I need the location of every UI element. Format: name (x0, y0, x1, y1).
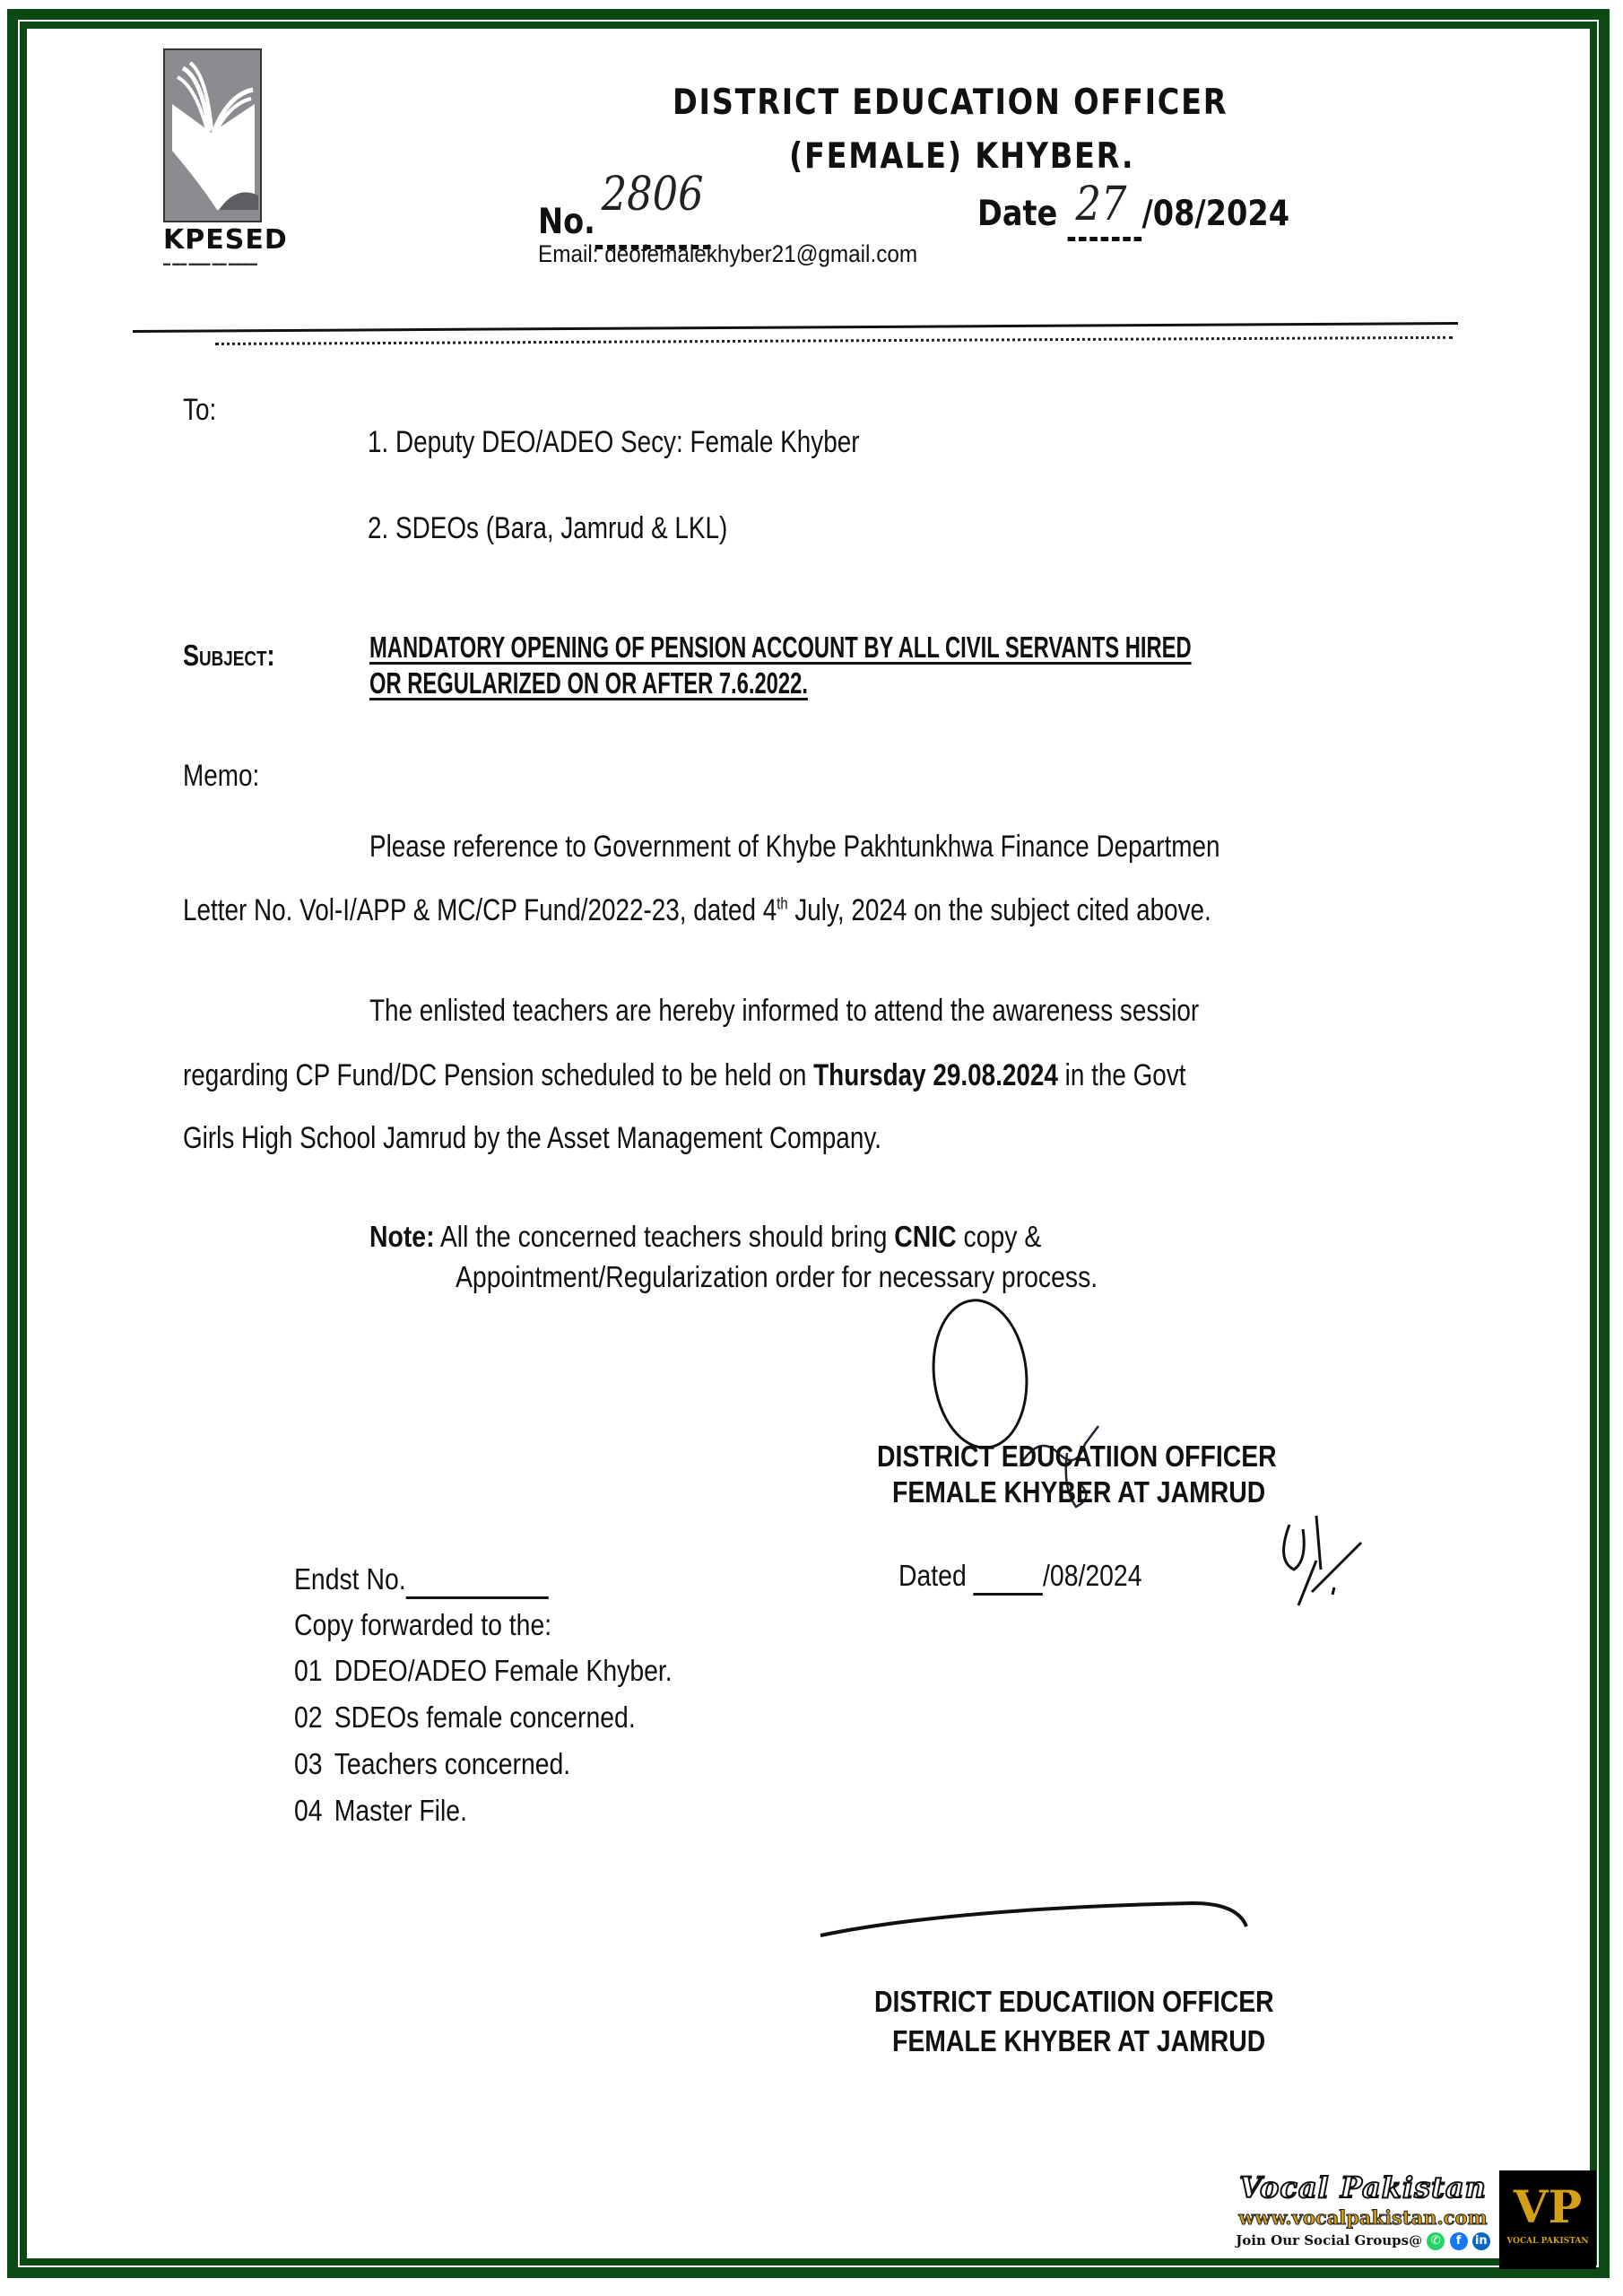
endorsement-date (898, 1559, 1142, 1596)
to-label: To: (183, 393, 217, 427)
letter-date (977, 178, 1290, 241)
memo-para1-line2 (183, 893, 1211, 928)
note-cnic: CNIC (894, 1220, 957, 1253)
addressee-item: 2. SDEOs (Bara, Jamrud & LKL) (368, 511, 728, 545)
office-subtitle: (FEMALE) KHYBER. (789, 136, 1135, 177)
signatory-office: FEMALE KHYBER AT JAMRUD (892, 2024, 1266, 2057)
session-date: Thursday 29.08.2024 (813, 1058, 1058, 1092)
dated-rest: /08/2024 (1043, 1559, 1142, 1592)
note-text-end: copy & (956, 1220, 1042, 1253)
cc-text: DDEO/ADEO Female Khyber. (334, 1654, 673, 1687)
endst-label: Endst No. (294, 1562, 406, 1596)
letter-number-label: No. (538, 202, 595, 242)
date-day-value: 27 (1075, 178, 1127, 231)
note-line-1 (369, 1220, 1041, 1254)
cc-item (294, 1794, 467, 1828)
cc-text: SDEOs female concerned. (334, 1700, 636, 1734)
office-email: Email: deofemalekhyber21@gmail.com (538, 240, 918, 267)
signatory-title: DISTRICT EDUCATIION OFFICER (877, 1439, 1277, 1473)
kpesed-logo (163, 48, 303, 267)
copy-forwarded-label: Copy forwarded to the: (294, 1608, 552, 1641)
note-line-2: Appointment/Regularization order for necessary process. (456, 1260, 1098, 1293)
open-book-icon (163, 48, 262, 222)
subject-text (369, 630, 1192, 701)
cc-text: Master File. (334, 1794, 467, 1827)
cc-item (294, 1654, 673, 1688)
cc-number: 01 (294, 1654, 323, 1687)
cc-number: 02 (294, 1700, 323, 1734)
date-day-field (1068, 178, 1142, 241)
memo-para2-line3: Girls High School Jamrud by the Asset Management Company. (183, 1121, 881, 1155)
subject-line-1: MANDATORY OPENING OF PENSION ACCOUNT BY ALL CIVIL SERVANTS HIRED (369, 631, 1192, 664)
date-label: Date (977, 194, 1058, 234)
cc-number: 03 (294, 1747, 323, 1780)
ordinal-suffix: th (777, 894, 788, 913)
cc-item (294, 1700, 636, 1735)
signatory-title: DISTRICT EDUCATIION OFFICER (874, 1985, 1274, 2018)
signature-stroke-icon (816, 1891, 1300, 1944)
cc-text: Teachers concerned. (334, 1747, 571, 1780)
note-label: Note: (369, 1220, 435, 1253)
logo-subtitle: ▬ ▬▬ ▬▬▬ ▬▬ ▬▬▬▬ (163, 259, 257, 267)
facebook-icon[interactable]: f (1450, 2232, 1468, 2250)
memo-para1-line1: Please reference to Government of Khybe Pakhtunkhwa Finance Departmen (369, 830, 1220, 864)
dated-label: Dated (898, 1559, 967, 1592)
whatsapp-icon[interactable]: ✆ (1427, 2232, 1445, 2250)
join-text: Join Our Social Groups@ (1236, 2232, 1423, 2248)
session-text: regarding CP Fund/DC Pension scheduled to be held on (183, 1058, 814, 1092)
subject-label: Subject: (183, 639, 275, 672)
endst-number (294, 1562, 549, 1599)
signatory-office: FEMALE KHYBER AT JAMRUD (892, 1475, 1266, 1509)
watermark-join (1228, 2232, 1497, 2250)
logo-name: KPESED (163, 224, 288, 256)
cc-number: 04 (294, 1794, 323, 1827)
memo-para2-line2 (183, 1058, 1186, 1093)
vp-logo-name: VOCAL PAKISTAN (1506, 2237, 1589, 2246)
watermark-title: Vocal Pakistan (1239, 2170, 1487, 2205)
vocal-pakistan-watermark (1228, 2170, 1497, 2260)
dated-blank (974, 1559, 1043, 1596)
vocal-pakistan-logo (1499, 2170, 1596, 2269)
session-text-end: in the Govt (1057, 1058, 1186, 1092)
addressee-item: 1. Deputy DEO/ADEO Secy: Female Khyber (368, 425, 860, 459)
date-rest: /08/2024 (1141, 194, 1290, 234)
endst-blank (406, 1562, 549, 1599)
vp-logo-mark: VP (1513, 2180, 1583, 2233)
subject-line-2: OR REGULARIZED ON OR AFTER 7.6.2022. (369, 666, 808, 700)
initials-signature-icon (1271, 1507, 1379, 1614)
watermark-url[interactable]: www.vocalpakistan.com (1238, 2206, 1488, 2229)
memo-para2-line1: The enlisted teachers are hereby informed to attend the awareness sessior (369, 994, 1200, 1028)
ref-letter-text: Letter No. Vol-I/APP & MC/CP Fund/2022-23, dated 4 (183, 893, 777, 927)
ref-letter-text-end: July, 2024 on the subject cited above. (787, 893, 1211, 927)
linkedin-icon[interactable]: in (1472, 2232, 1490, 2250)
office-title: DISTRICT EDUCATION OFFICER (673, 83, 1228, 123)
memo-label: Memo: (183, 759, 260, 793)
letter-number-value: 2806 (601, 168, 704, 222)
note-text: All the concerned teachers should bring (434, 1220, 895, 1253)
cc-item (294, 1747, 570, 1781)
